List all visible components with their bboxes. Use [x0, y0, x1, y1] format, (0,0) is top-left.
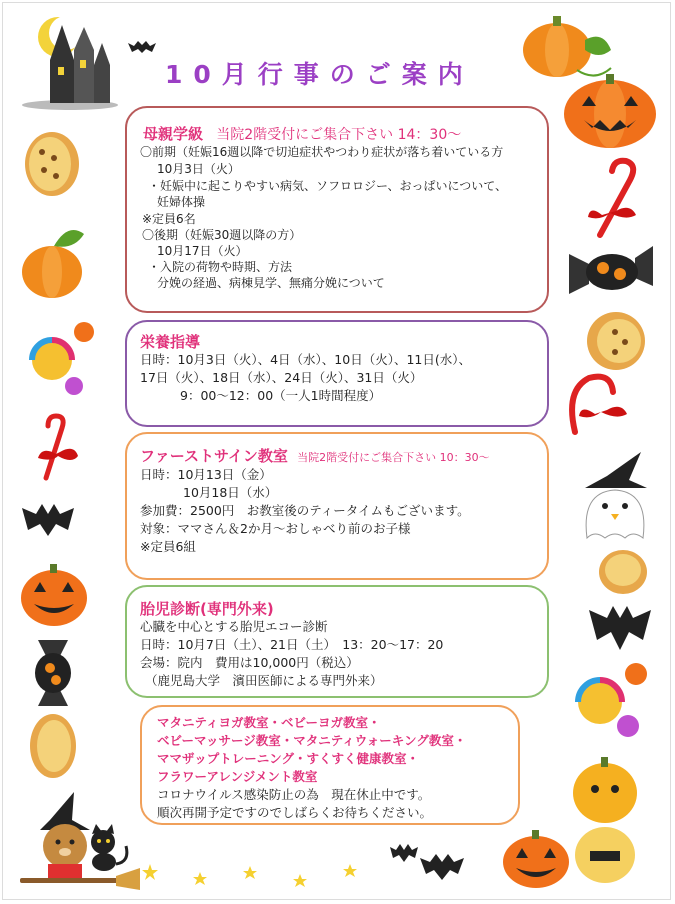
fetal-diagnosis-line: 日時：10月7日（土）、21日（土） 13：20～17：20: [140, 637, 444, 652]
bat-icon: [128, 40, 156, 54]
jack-o-lantern-icon: [570, 755, 640, 885]
nutrition-line: 日時：10月3日（火）、4日（水）、10日（火）、11日(水）、: [140, 352, 472, 367]
lollipop-icon: [22, 320, 97, 400]
mothers-class-subheading: 当院2階受付にご集合下さい 14：30～: [216, 127, 462, 143]
first-sign-line: 日時：10月13日（金）: [140, 467, 272, 482]
fetal-diagnosis-line: 会場：院内 費用は10,000円（税込）: [140, 655, 359, 670]
nutrition-heading: 栄養指導: [140, 333, 201, 351]
candy-cane-icon: [565, 370, 635, 440]
bat-icon: [585, 600, 655, 655]
mothers-class-line: ・妊娠中に起こりやすい病気、ソフロロジー、おっぱいについて、: [148, 179, 508, 193]
black-cat-icon: [82, 822, 134, 872]
suspension-notice: コロナウイルス感染防止の為 現在休止中です。: [157, 787, 431, 802]
fetal-diagnosis-line: 心臓を中心とする胎児エコー診断: [140, 619, 328, 634]
mothers-class-title: 母親学級: [143, 125, 204, 143]
mothers-class-line: ※定員6名: [142, 212, 196, 226]
mothers-class-heading: [143, 123, 461, 144]
first-sign-line: 参加費：2500円 お教室後のティータイムもございます。: [140, 503, 470, 518]
wrapped-candy-icon: [28, 638, 78, 708]
lollipop-icon: [570, 660, 660, 745]
pumpkin-icon: [18, 220, 88, 300]
jack-o-lantern-icon: [18, 560, 90, 628]
suspended-class-line: マタニティヨガ教室・ベビーヨガ教室・: [157, 715, 381, 730]
bat-icon: [390, 842, 470, 882]
mothers-class-line: 10月3日（火）: [157, 162, 240, 176]
reopening-notice: 順次再開予定ですのでしばらくお待ちください。: [157, 805, 433, 820]
ghost-witch-icon: [575, 452, 655, 542]
first-sign-line: ※定員6組: [140, 539, 196, 554]
macaron-icon: [597, 548, 649, 596]
suspended-class-line: フラワーアレンジメント教室: [157, 769, 318, 784]
macaron-icon: [28, 712, 78, 780]
suspended-class-line: ベビーマッサージ教室・マタニティウォーキング教室・: [157, 733, 467, 748]
macaron-icon: [585, 310, 647, 372]
page-title: 10月行事のご案内: [165, 60, 474, 89]
fetal-diagnosis-heading: 胎児診断(専門外来): [140, 600, 274, 618]
mothers-class-line: 〇前期（妊娠16週以降で切迫症状やつわり症状が落ち着いている方: [140, 145, 504, 159]
fetal-diagnosis-line: （鹿児島大学 濱田医師による専門外来）: [145, 673, 383, 688]
mothers-class-line: 10月17日（火）: [157, 244, 248, 258]
mothers-class-line: ・入院の荷物や時期、方法: [148, 260, 293, 274]
candy-cane-icon: [580, 155, 650, 240]
suspended-class-line: ママザップトレーニング・すくすく健康教室・: [157, 751, 420, 766]
bat-icon: [18, 500, 78, 540]
candy-cane-icon: [28, 412, 83, 482]
nutrition-line: 9：00～12：00（一人1時間程度）: [180, 388, 382, 403]
first-sign-heading: [140, 445, 490, 466]
star-icon: [140, 858, 380, 894]
nutrition-line: 17日（火）、18日（水）、24日（火）、31日（火）: [140, 370, 423, 385]
macaron-icon: [22, 130, 82, 198]
mothers-class-line: 妊婦体操: [157, 195, 206, 209]
first-sign-line: 10月18日（水）: [183, 485, 278, 500]
mothers-class-line: 分娩の経過、病棟見学、無痛分娩について: [157, 276, 385, 290]
first-sign-subheading: 当院2階受付にご集合下さい 10：30～: [297, 451, 490, 464]
mothers-class-line: 〇後期（妊娠30週以降の方）: [142, 228, 302, 242]
first-sign-title: ファーストサイン教室: [140, 447, 288, 465]
jack-o-lantern-icon: [500, 828, 572, 890]
jack-o-lantern-icon: [560, 68, 660, 150]
wrapped-candy-icon: [565, 240, 657, 300]
first-sign-line: 対象：ママさん＆2か月～おしゃべり前のお子様: [140, 521, 411, 536]
haunted-house-icon: [20, 5, 120, 110]
